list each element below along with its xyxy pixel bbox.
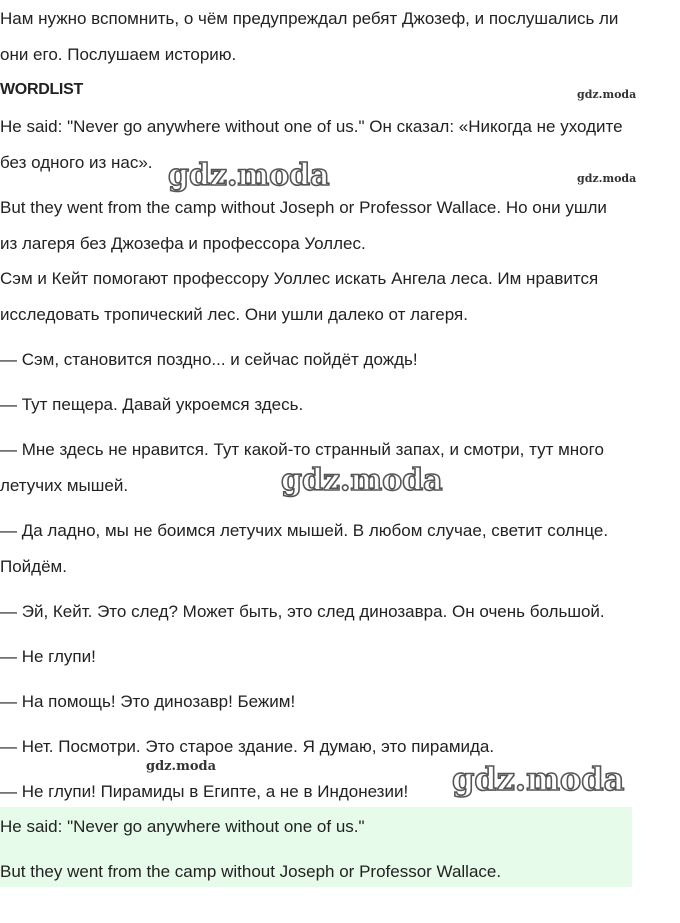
- dialogue-line-2: — Тут пещера. Давай укроемся здесь.: [0, 395, 304, 414]
- story-line-6: исследовать тропический лес. Они ушли далеко от лагеря.: [0, 305, 468, 324]
- dialogue-line-6: — Не глупи!: [0, 647, 96, 666]
- watermark-large-3: gdz.moda: [452, 760, 625, 798]
- watermark-small-1: gdz.moda: [577, 88, 637, 101]
- dialogue-line-7: — На помощь! Это динозавр! Бежим!: [0, 692, 296, 711]
- watermark-large-2: gdz.moda: [281, 463, 443, 498]
- story-line-4: из лагеря без Джозефа и профессора Уоллес.: [0, 234, 366, 253]
- intro-line-1: Нам нужно вспомнить, о чём предупреждал ребят Джозеф, и послушались ли: [0, 9, 619, 28]
- dialogue-line-5: — Эй, Кейт. Это след? Может быть, это след динозавра. Он очень большой.: [0, 602, 605, 621]
- dialogue-line-1: — Сэм, становится поздно... и сейчас пойдёт дождь!: [0, 350, 418, 369]
- dialogue-line-4b: Пойдём.: [0, 557, 67, 576]
- answer-line-1: He said: "Never go anywhere without one of us.": [0, 817, 365, 836]
- intro-line-2: они его. Послушаем историю.: [0, 45, 237, 64]
- story-line-3: But they went from the camp without Joseph or Professor Wallace. Но они ушли: [0, 198, 607, 217]
- answer-line-2: But they went from the camp without Joseph or Professor Wallace.: [0, 862, 502, 881]
- story-line-1: He said: "Never go anywhere without one of us." Он сказал: «Никогда не уходите: [0, 117, 623, 136]
- dialogue-line-3a: — Мне здесь не нравится. Тут какой-то странный запах, и смотри, тут много: [0, 440, 604, 459]
- watermark-large-1: gdz.moda: [168, 158, 330, 193]
- dialogue-line-9: — Не глупи! Пирамиды в Египте, а не в Индонезии!: [0, 782, 409, 801]
- story-line-2: без одного из нас».: [0, 153, 153, 172]
- dialogue-line-8: — Нет. Посмотри. Это старое здание. Я думаю, это пирамида.: [0, 737, 495, 756]
- watermark-small-2: gdz.moda: [577, 172, 637, 185]
- watermark-small-3: gdz.moda: [146, 759, 217, 774]
- dialogue-line-4a: — Да ладно, мы не боимся летучих мышей. В любом случае, светит солнце.: [0, 521, 609, 540]
- story-line-5: Сэм и Кейт помогают профессору Уоллес искать Ангела леса. Им нравится: [0, 269, 599, 288]
- wordlist-heading: WORDLIST: [0, 81, 83, 98]
- dialogue-line-3b: летучих мышей.: [0, 476, 129, 495]
